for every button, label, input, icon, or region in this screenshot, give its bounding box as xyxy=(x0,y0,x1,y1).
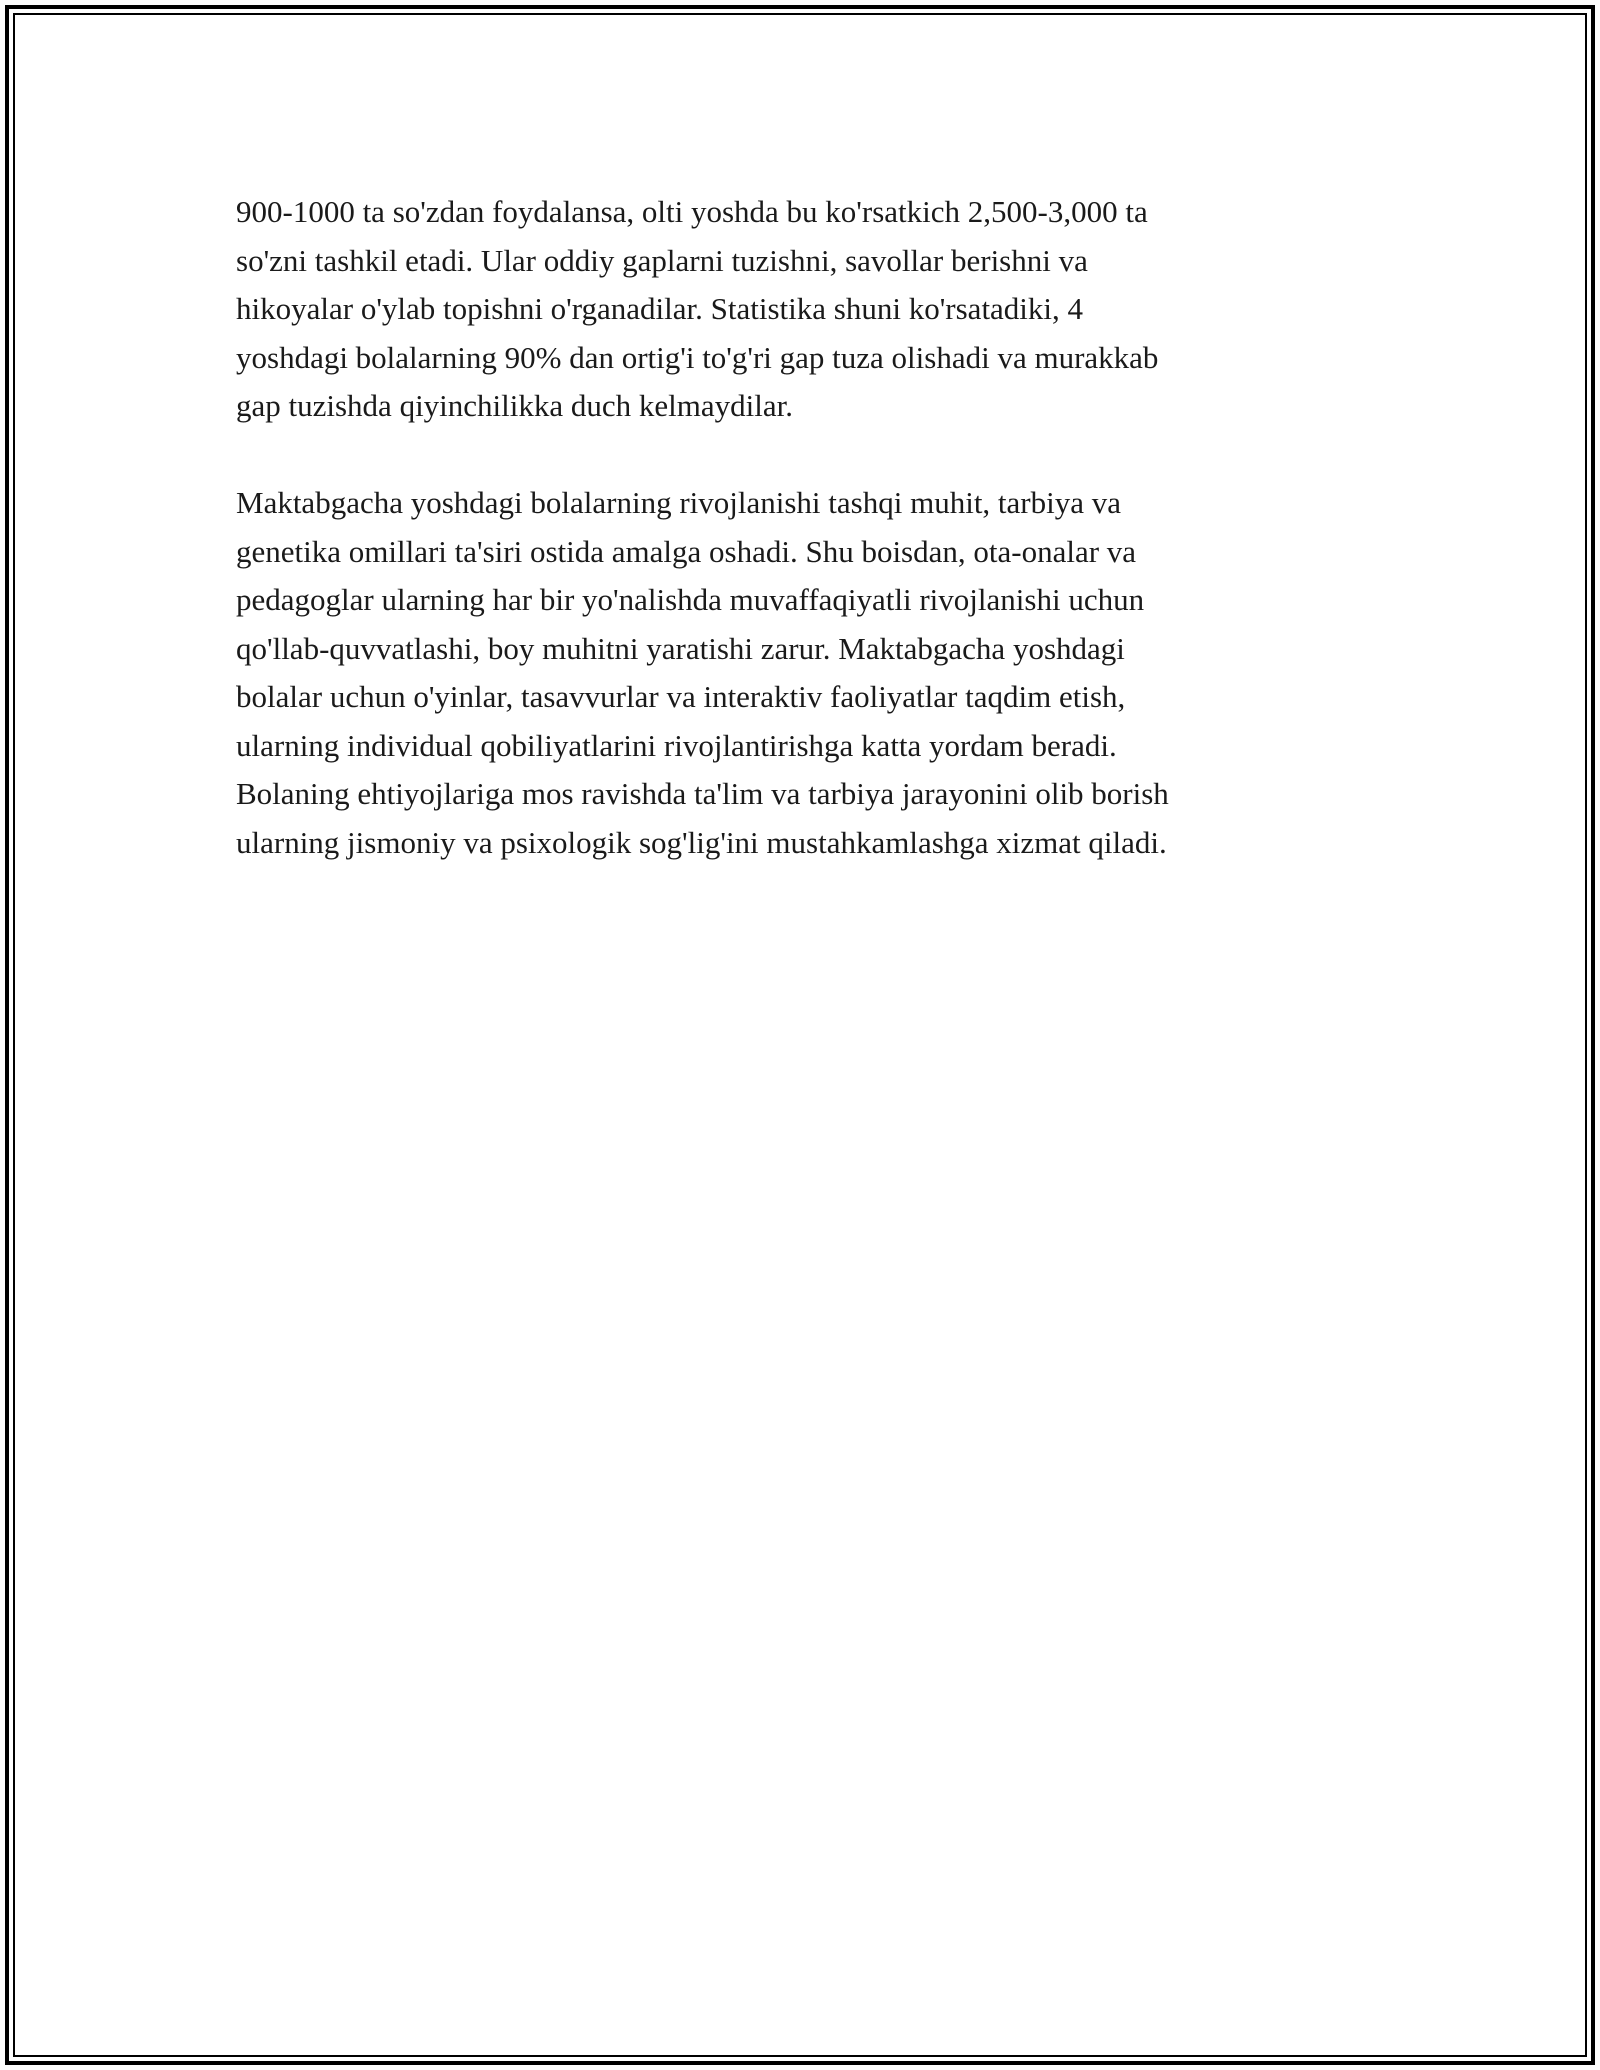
paragraph-speech-development: 900-1000 ta so'zdan foydalansa, olti yoshda bu ko'rsatkich 2,500-3,000 ta so'zni tashkil etadi. Ular oddiy gaplarni tuzishni, savollar berishni va hikoyalar o'ylab topishni o'rganadilar. Statistika shuni ko'rsatadiki, 4 yoshdagi bolalarning 90% dan ortig'i to'g'ri gap tuza olishadi va murakkab gap tuzishda qiyinchilikka duch kelmaydilar. xyxy=(236,194,1159,423)
document-body xyxy=(236,188,1366,916)
paragraph-development-factors: Maktabgacha yoshdagi bolalarning rivojlanishi tashqi muhit, tarbiya va genetika omillari ta'siri ostida amalga oshadi. Shu boisdan, ota-onalar va pedagoglar ularning har bir yo'nalishda muvaffaqiyatli rivojlanishi uchun qo'llab-quvvatlashi, boy muhitni yaratishi zarur. Maktabgacha yoshdagi bolalar uchun o'yinlar, tasavvurlar va interaktiv faoliyatlar taqdim etish, ularning individual qobiliyatlarini rivojlantirishga katta yordam beradi. Bolaning ehtiyojlariga mos ravishda ta'lim va tarbiya jarayonini olib borish ularning jismoniy va psixologik sog'lig'ini mustahkamlashga xizmat qiladi. xyxy=(236,485,1169,860)
